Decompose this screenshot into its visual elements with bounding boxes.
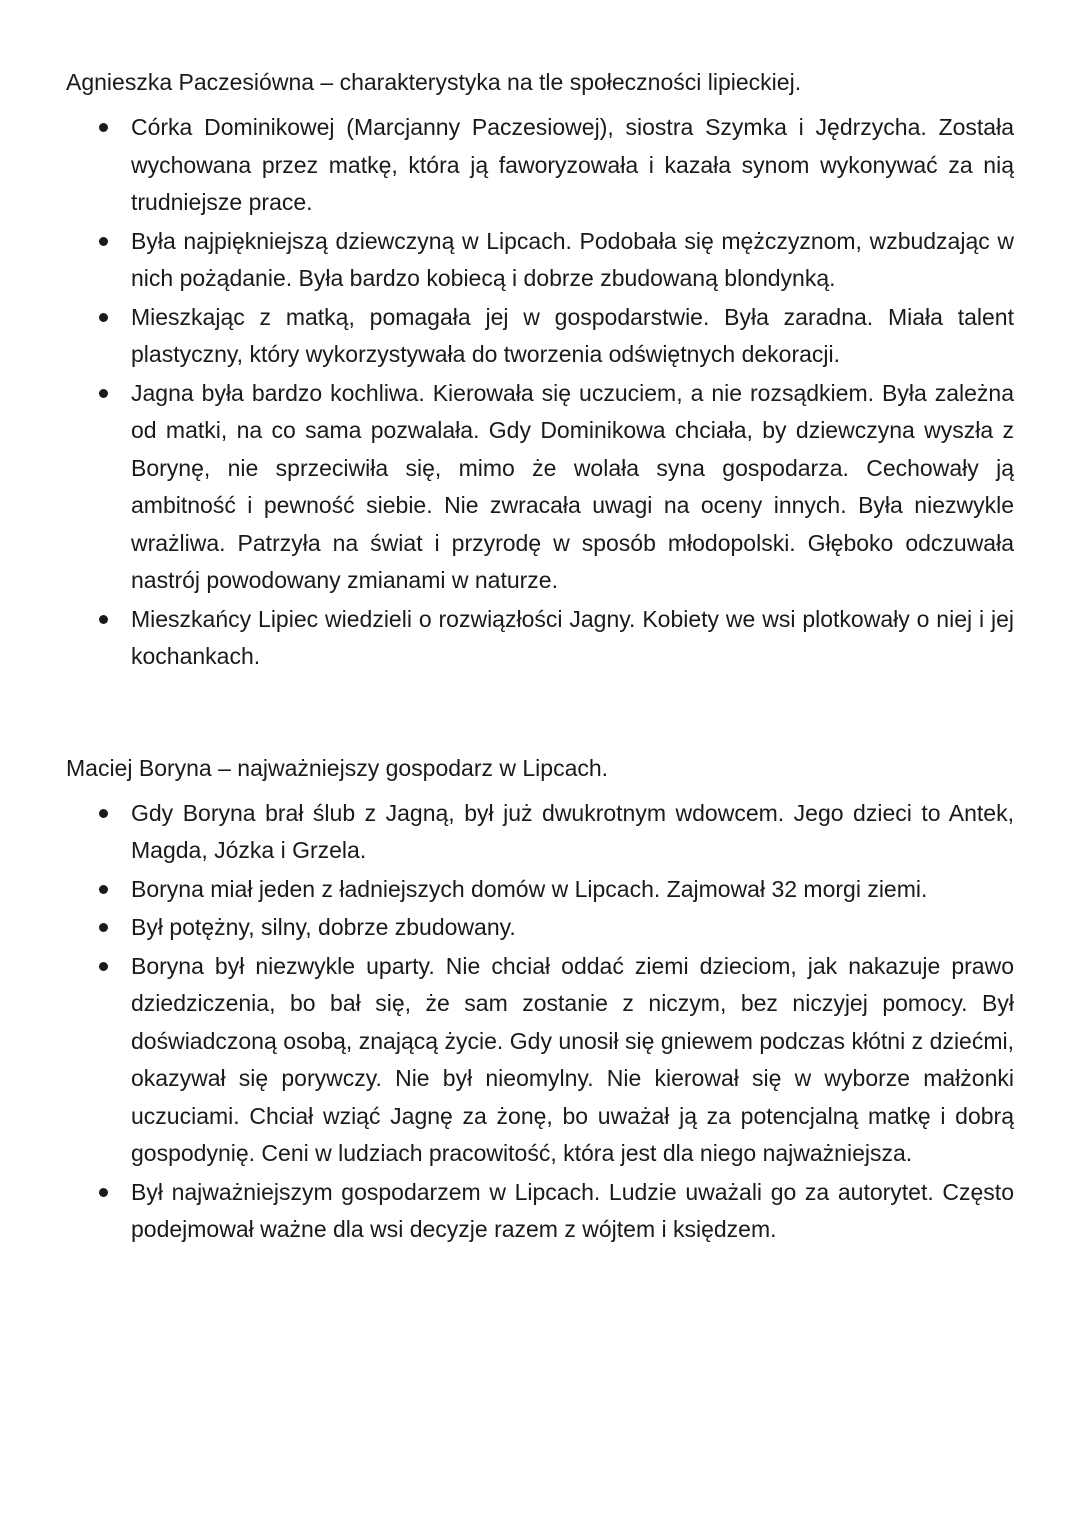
- bullet-icon: [99, 1188, 108, 1197]
- list-item: [66, 109, 1014, 222]
- bullet-icon: [99, 389, 108, 398]
- list-item: [66, 375, 1014, 600]
- list-item-text: Mieszkając z matką, pomagała jej w gospodarstwie. Była zaradna. Miała talent plastyczny, który wykorzystywała do tworzenia odświętnych dekoracji.: [131, 303, 1014, 367]
- list-item-text: Boryna miał jeden z ładniejszych domów w Lipcach. Zajmował 32 morgi ziemi.: [131, 875, 928, 902]
- list-item: [66, 299, 1014, 374]
- list-item-text: Córka Dominikowej (Marcjanny Paczesiowej), siostra Szymka i Jędrzycha. Została wychowana przez matkę, która ją faworyzowała i kazała synom wykonywać za nią trudniejsze prace.: [131, 114, 1014, 215]
- bullet-icon: [99, 809, 108, 818]
- list-item: [66, 223, 1014, 298]
- list-item-text: Była najpiękniejszą dziewczyną w Lipcach. Podobała się mężczyznom, wzbudzając w nich pożądanie. Była bardzo kobiecą i dobrze zbudowaną blondynką.: [131, 227, 1014, 291]
- bullet-list: [66, 795, 1014, 1249]
- list-item: [66, 1174, 1014, 1249]
- bullet-icon: [99, 885, 108, 894]
- list-item: [66, 948, 1014, 1173]
- bullet-icon: [99, 923, 108, 932]
- list-item-text: Jagna była bardzo kochliwa. Kierowała się uczuciem, a nie rozsądkiem. Była zależna od matki, na co sama pozwalała. Gdy Dominikowa chciała, by dziewczyna wyszła z Borynę, nie sprzeciwiła się, mimo że wolała syna gospodarza. Cechowały ją ambitność i pewność siebie. Nie zwracała uwagi na oceny innych. Była niezwykle wrażliwa. Patrzyła na świat i przyrodę w sposób młodopolski. Głęboko odczuwała nastrój powodowany zmianami w naturze.: [131, 379, 1014, 593]
- list-item: [66, 909, 1014, 947]
- list-item: [66, 601, 1014, 676]
- list-item-text: Gdy Boryna brał ślub z Jagną, był już dwukrotnym wdowcem. Jego dzieci to Antek, Magda, Józka i Grzela.: [131, 799, 1014, 863]
- list-item-text: Mieszkańcy Lipiec wiedzieli o rozwiązłości Jagny. Kobiety we wsi plotkowały o niej i jej kochankach.: [131, 605, 1014, 669]
- bullet-icon: [99, 123, 108, 132]
- list-item-text: Był najważniejszym gospodarzem w Lipcach. Ludzie uważali go za autorytet. Często podejmował ważne dla wsi decyzje razem z wójtem i księdzem.: [131, 1178, 1014, 1242]
- section-agnieszka: [66, 64, 1014, 676]
- list-item: [66, 871, 1014, 909]
- bullet-icon: [99, 615, 108, 624]
- section-boryna: [66, 750, 1014, 1249]
- section-title: Agnieszka Paczesiówna – charakterystyka na tle społeczności lipieckiej.: [66, 69, 802, 95]
- list-item-text: Boryna był niezwykle uparty. Nie chciał oddać ziemi dzieciom, jak nakazuje prawo dziedziczenia, bo bał się, że sam zostanie z niczym, bez niczyjej pomocy. Był doświadczoną osobą, znającą życie. Gdy unosił się gniewem podczas kłótni z dziećmi, okazywał się porywczy. Nie był nieomylny. Nie kierował się w wyborze małżonki uczuciami. Chciał wziąć Jagnę za żonę, bo uważał ją za potencjalną matkę i dobrą gospodynię. Ceni w ludziach pracowitość, która jest dla niego najważniejsza.: [131, 952, 1014, 1166]
- bullet-icon: [99, 962, 108, 971]
- list-item-text: Był potężny, silny, dobrze zbudowany.: [131, 914, 516, 940]
- bullet-icon: [99, 313, 108, 322]
- bullet-icon: [99, 237, 108, 246]
- section-divider: [66, 677, 1014, 750]
- bullet-list: [66, 109, 1014, 676]
- section-title: Maciej Boryna – najważniejszy gospodarz w Lipcach.: [66, 754, 609, 781]
- list-item: [66, 795, 1014, 870]
